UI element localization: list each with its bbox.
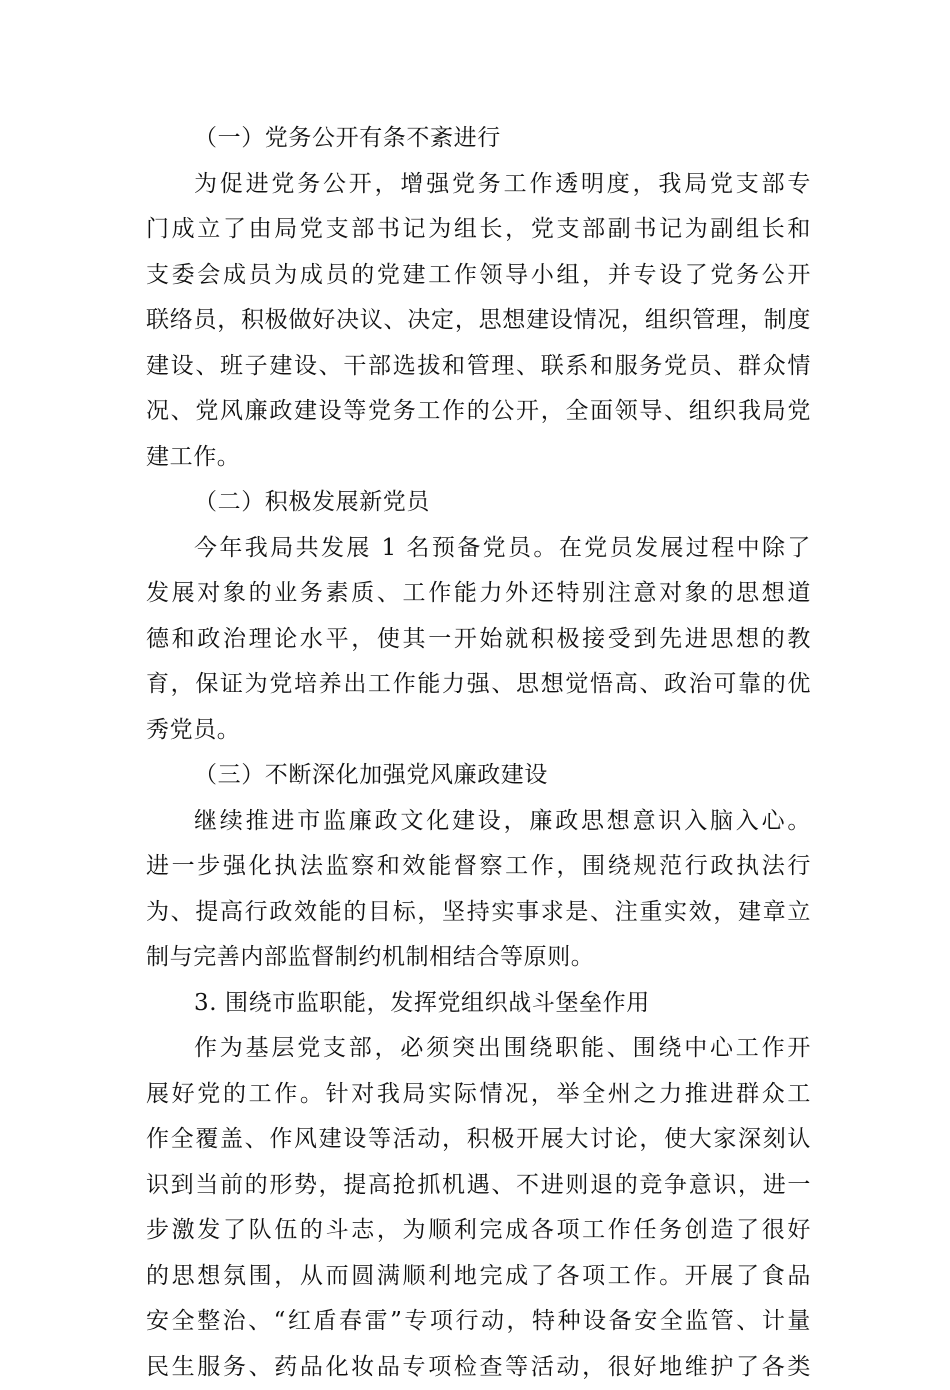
body-text: [146, 116, 811, 1390]
paragraph-line: 建工作。: [146, 435, 811, 481]
section-heading-market-supervision: 3. 围绕市监职能，发挥党组织战斗堡垒作用: [146, 981, 811, 1027]
paragraph-line: 为、提高行政效能的目标，坚持实事求是、注重实效，建章立: [146, 890, 811, 936]
section-heading-clean-governance: （三）不断深化加强党风廉政建设: [146, 753, 811, 799]
paragraph-line: 建设、班子建设、干部选拔和管理、联系和服务党员、群众情: [146, 344, 811, 390]
paragraph-line: 作为基层党支部，必须突出围绕职能、围绕中心工作开: [146, 1026, 811, 1072]
paragraph-line: 制与完善内部监督制约机制相结合等原则。: [146, 935, 811, 981]
section-heading-party-affairs-disclosure: （一）党务公开有条不紊进行: [146, 116, 811, 162]
paragraph-line: 支委会成员为成员的党建工作领导小组，并专设了党务公开: [146, 253, 811, 299]
paragraph-line: 继续推进市监廉政文化建设，廉政思想意识入脑入心。: [146, 799, 811, 845]
paragraph-line: 联络员，积极做好决议、决定，思想建设情况，组织管理，制度: [146, 298, 811, 344]
paragraph-line: 今年我局共发展 1 名预备党员。在党员发展过程中除了: [146, 526, 811, 572]
paragraph-line: 安全整治、“红盾春雷”专项行动，特种设备安全监管、计量: [146, 1299, 811, 1345]
paragraph-line: 况、党风廉政建设等党务工作的公开，全面领导、组织我局党: [146, 389, 811, 435]
paragraph-line: 秀党员。: [146, 708, 811, 754]
paragraph-line: 的思想氛围，从而圆满顺利地完成了各项工作。开展了食品: [146, 1254, 811, 1300]
paragraph-line: 进一步强化执法监察和效能督察工作，围绕规范行政执法行: [146, 844, 811, 890]
paragraph-line: 识到当前的形势，提高抢抓机遇、不进则退的竞争意识，进一: [146, 1163, 811, 1209]
paragraph-line: 民生服务、药品化妆品专项检查等活动，很好地维护了各类: [146, 1345, 811, 1390]
paragraph-line: 德和政治理论水平，使其一开始就积极接受到先进思想的教: [146, 617, 811, 663]
paragraph-line: 育，保证为党培养出工作能力强、思想觉悟高、政治可靠的优: [146, 662, 811, 708]
paragraph-line: 作全覆盖、作风建设等活动，积极开展大讨论，使大家深刻认: [146, 1117, 811, 1163]
paragraph-line: 步激发了队伍的斗志，为顺利完成各项工作任务创造了很好: [146, 1208, 811, 1254]
paragraph-line: 展好党的工作。针对我局实际情况，举全州之力推进群众工: [146, 1072, 811, 1118]
paragraph-line: 发展对象的业务素质、工作能力外还特别注意对象的思想道: [146, 571, 811, 617]
paragraph-line: 门成立了由局党支部书记为组长，党支部副书记为副组长和: [146, 207, 811, 253]
section-heading-new-members: （二）积极发展新党员: [146, 480, 811, 526]
paragraph-line: 为促进党务公开，增强党务工作透明度，我局党支部专: [146, 162, 811, 208]
